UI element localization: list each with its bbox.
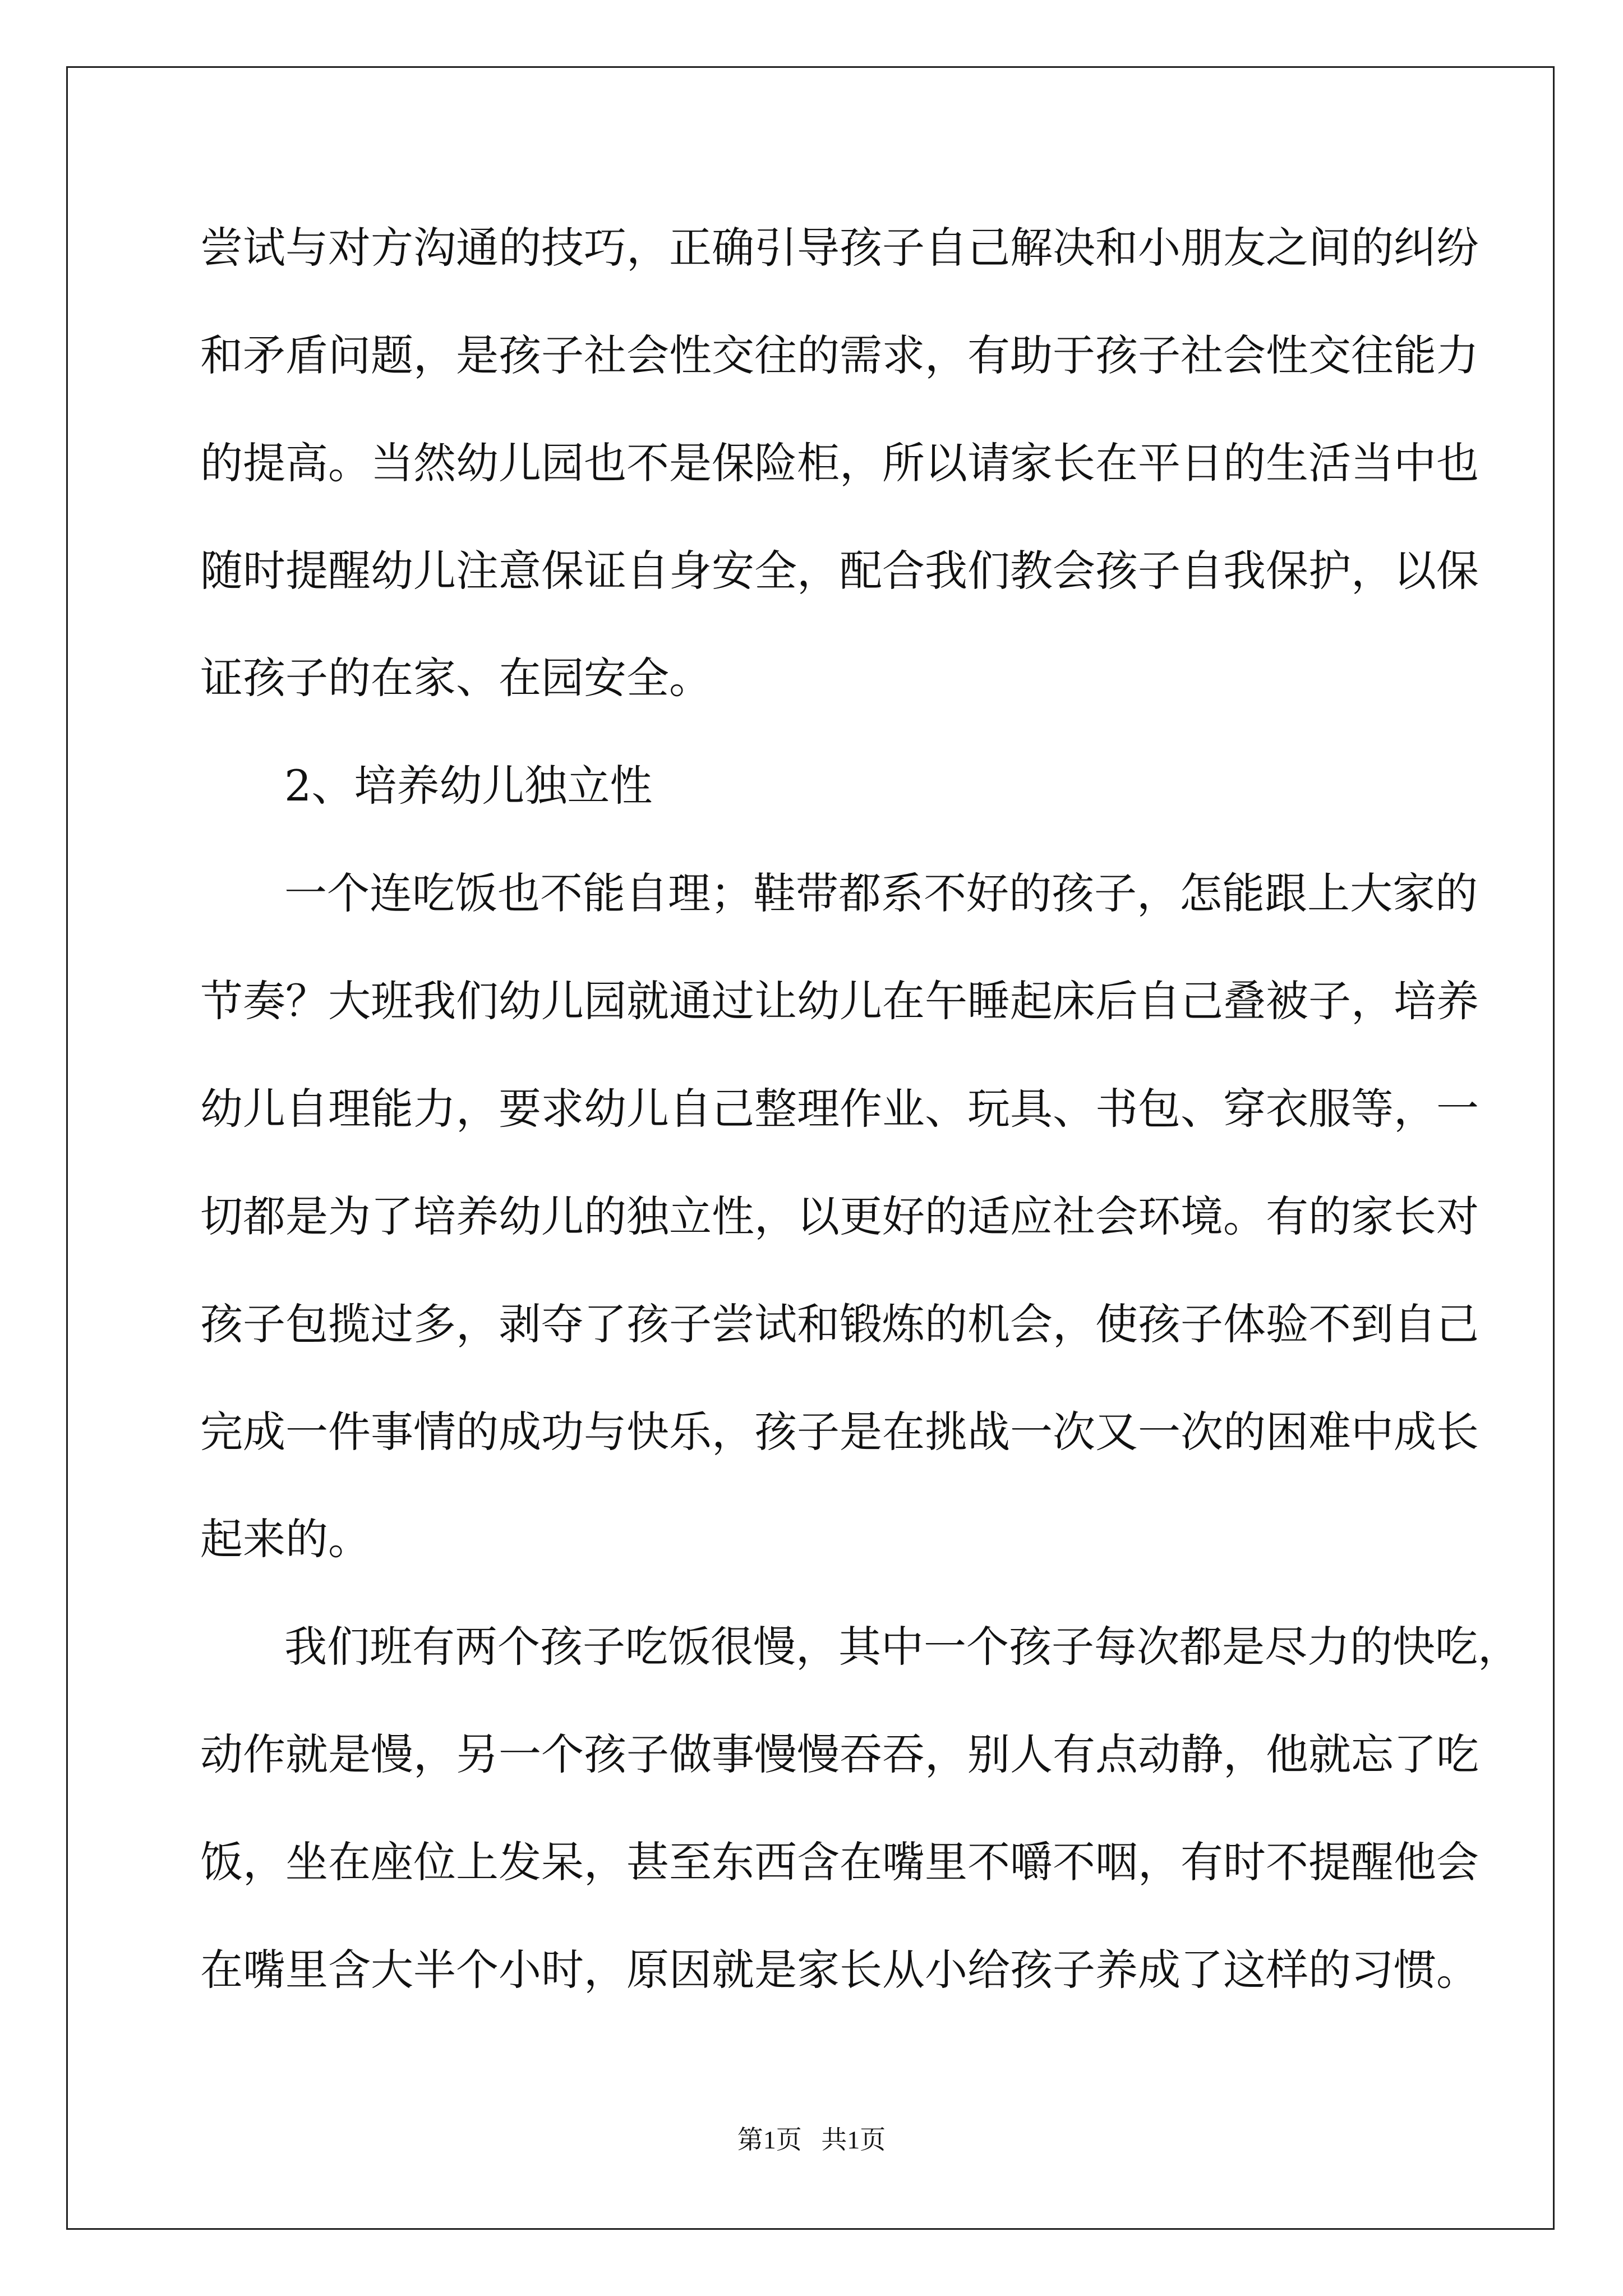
paragraph-line: 孩子包揽过多，剥夺了孩子尝试和锻炼的机会，使孩子体验不到自己 (200, 1299, 1479, 1349)
paragraph-line: 尝试与对方沟通的技巧，正确引导孩子自己解决和小朋友之间的纠纷 (200, 223, 1479, 273)
paragraph-line: 一个连吃饭也不能自理；鞋带都系不好的孩子，怎能跟上大家的 (284, 868, 1478, 918)
paragraph-line: 在嘴里含大半个小时，原因就是家长从小给孩子养成了这样的习惯。 (200, 1945, 1479, 1995)
paragraph-line: 完成一件事情的成功与快乐，孩子是在挑战一次又一次的困难中成长 (200, 1407, 1479, 1457)
paragraph-line: 饭，坐在座位上发呆，甚至东西含在嘴里不嚼不咽，有时不提醒他会 (200, 1837, 1479, 1887)
paragraph-line: 幼儿自理能力，要求幼儿自己整理作业、玩具、书包、穿衣服等，一 (200, 1084, 1479, 1134)
paragraph-line: 证孩子的在家、在园安全。 (200, 653, 712, 703)
paragraph-line: 我们班有两个孩子吃饭很慢，其中一个孩子每次都是尽力的快吃， (284, 1622, 1520, 1672)
paragraph-line: 随时提醒幼儿注意保证自身安全，配合我们教会孩子自我保护，以保 (200, 546, 1479, 596)
page-border (66, 66, 1555, 2230)
paragraph-line: 起来的。 (200, 1514, 371, 1564)
paragraph-line: 的提高。当然幼儿园也不是保险柜，所以请家长在平日的生活当中也 (200, 438, 1479, 488)
paragraph-line: 动作就是慢，另一个孩子做事慢慢吞吞，别人有点动静，他就忘了吃 (200, 1729, 1479, 1779)
section-heading: 2、培养幼儿独立性 (284, 761, 653, 811)
paragraph-line: 和矛盾问题，是孩子社会性交往的需求，有助于孩子社会性交往能力 (200, 330, 1479, 380)
page-number-footer: 第1页 共1页 (737, 2125, 886, 2154)
paragraph-line: 切都是为了培养幼儿的独立性，以更好的适应社会环境。有的家长对 (200, 1191, 1479, 1241)
paragraph-line: 节奏？大班我们幼儿园就通过让幼儿在午睡起床后自己叠被子，培养 (200, 976, 1479, 1026)
